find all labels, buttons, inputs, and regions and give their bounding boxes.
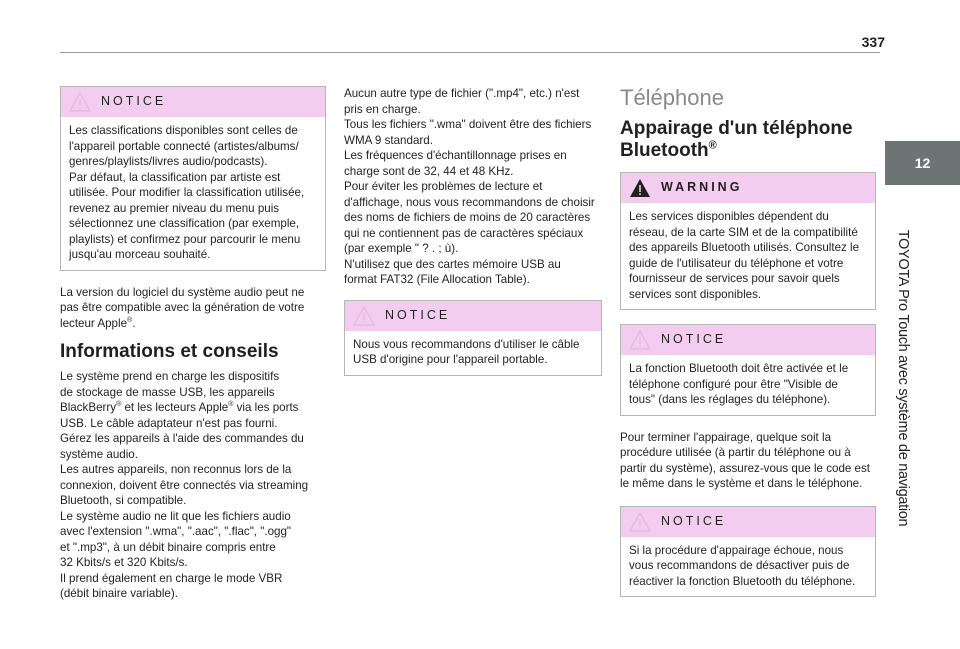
notice-body: [621, 355, 875, 415]
text-line: Les fréquences d'échantillonnage prises en: [344, 149, 567, 162]
text-line: La version du logiciel du système audio peut ne: [60, 285, 305, 299]
notice-body: [621, 537, 875, 597]
caution-triangle-outline-icon: [353, 306, 375, 326]
text-line: services sont disponibles.: [629, 287, 762, 301]
text-line: vous recommandons de désactiver puis de: [629, 559, 850, 572]
text-line: N'utilisez que des cartes mémoire USB au: [344, 257, 561, 271]
text-line: Il prend également en charge le mode VBR: [60, 571, 283, 585]
notice-title: NOTICE: [101, 94, 167, 109]
text-line: jusqu'au morceau souhaité.: [69, 248, 211, 261]
notice-header: [345, 301, 601, 331]
notice-body: [61, 117, 325, 270]
text-line: 32 Kbits/s et 320 Kbits/s.: [60, 556, 188, 569]
header-rule: [60, 52, 880, 53]
notice-header: [621, 507, 875, 537]
text-line: d'affichage, nous vous recommandons de choisir: [344, 195, 595, 209]
text-line: Par défaut, la classification par artiste est: [69, 170, 281, 184]
subsection-heading: [620, 118, 876, 162]
text-fragment: .: [132, 316, 136, 330]
text-line: pris en charge.: [344, 102, 421, 116]
text-line: Pour terminer l'appairage, quelque soit la: [620, 430, 832, 444]
warning-body: [621, 203, 875, 309]
text-line: playlists) et confirmez pour parcourir le menu: [69, 232, 301, 246]
text-line: des appareils Bluetooth utilisés. Consultez le: [629, 241, 860, 254]
text-line: tous" (dans les réglages du téléphone).: [629, 393, 831, 406]
notice-header: [61, 87, 325, 117]
paragraph-file-types: [344, 86, 602, 288]
text-fragment: BlackBerry: [60, 401, 117, 414]
text-line: [60, 316, 326, 332]
text-line: genres/playlists/livres audio/podcasts).: [69, 155, 268, 168]
text-line: USB d'origine pour l'appareil portable.: [353, 353, 548, 366]
text-line: Le système audio ne lit que les fichiers audio: [60, 509, 291, 523]
caution-triangle-outline-icon: [69, 92, 91, 112]
text-line: (par exemple " ? . ; ù).: [344, 242, 459, 255]
warning-triangle-filled-icon: [629, 178, 651, 198]
text-line: Bluetooth, si compatible.: [60, 494, 187, 507]
text-line: [60, 400, 326, 416]
text-line: Les classifications disponibles sont celles de: [69, 124, 298, 137]
text-line: Aucun autre type de fichier (".mp4", etc.) n'est: [344, 87, 580, 100]
column-left: [60, 86, 326, 612]
text-line: réactiver la fonction Bluetooth du téléphone.: [629, 574, 856, 588]
notice-header: [621, 325, 875, 355]
heading-line: [620, 140, 876, 162]
caution-triangle-outline-icon: [629, 330, 651, 350]
text-line: fournisseur de services pour savoir quels: [629, 272, 840, 285]
text-line: La fonction Bluetooth doit être activée et le: [629, 362, 849, 375]
text-line: (débit binaire variable).: [60, 587, 178, 600]
registered-mark: ®: [116, 401, 122, 409]
text-line: revenez au premier niveau du menu puis: [69, 201, 280, 215]
text-line: Le système prend en charge les dispositifs: [60, 370, 280, 383]
text-line: avec l'extension ".wma", ".aac", ".flac", ".ogg": [60, 525, 292, 538]
column-right: [620, 86, 876, 611]
notice-title: NOTICE: [661, 513, 727, 528]
registered-mark: ®: [228, 401, 234, 409]
registered-mark: ®: [708, 139, 717, 152]
chapter-tab[interactable]: 12: [885, 141, 960, 185]
text-line: utilisée. Pour modifier la classification utilisée,: [69, 186, 305, 199]
warning-header: [621, 173, 875, 203]
text-line: de stockage de masse USB, les appareils: [60, 385, 275, 399]
text-line: procédure utilisée (à partir du téléphone ou à: [620, 446, 851, 459]
section-heading: Informations et conseils: [60, 341, 279, 362]
text-line: Les services disponibles dépendent du: [629, 210, 829, 223]
text-line: Si la procédure d'appairage échoue, nous: [629, 543, 844, 557]
text-line: Les autres appareils, non reconnus lors de la: [60, 463, 292, 476]
text-line: Pour éviter les problèmes de lecture et: [344, 180, 543, 193]
notice-box: [60, 86, 326, 271]
text-line: Gérez les appareils à l'aide des commandes du: [60, 432, 304, 445]
notice-box: [620, 324, 876, 416]
notice-box: [620, 506, 876, 598]
text-line: pas être compatible avec la génération de votre: [60, 301, 305, 314]
text-line: qui ne contiennent pas de caractères spéciaux: [344, 226, 584, 240]
text-line: Tous les fichiers ".wma" doivent être des fichiers: [344, 118, 592, 131]
side-chapter-title-text: TOYOTA Pro Touch avec système de navigation: [895, 229, 911, 527]
heading-line: Appairage d'un téléphone: [620, 118, 853, 139]
column-middle: [344, 86, 602, 390]
paragraph-pairing-code: [620, 430, 876, 492]
text-line: sélectionnez une classification (par exemple,: [69, 217, 300, 230]
text-line: format FAT32 (File Allocation Table).: [344, 273, 530, 286]
text-line: WMA 9 standard.: [344, 133, 433, 147]
page-number: 337: [861, 34, 885, 50]
text-line: et ".mp3", à un débit binaire compris entre: [60, 540, 276, 554]
text-line: système audio.: [60, 447, 138, 461]
notice-body: [345, 331, 601, 375]
text-line: téléphone configuré pour être "Visible de: [629, 377, 838, 391]
paragraph-usb-info: [60, 369, 326, 602]
text-line: Nous vous recommandons d'utiliser le câble: [353, 337, 580, 351]
text-line: guide de l'utilisateur du téléphone et votre: [629, 256, 844, 270]
notice-title: NOTICE: [661, 332, 727, 347]
text-fragment: lecteur Apple: [60, 316, 128, 330]
text-line: des noms de fichiers de moins de 20 caractères: [344, 211, 591, 224]
section-title: Téléphone: [620, 85, 724, 110]
warning-box: [620, 172, 876, 310]
warning-title: WARNING: [661, 180, 743, 195]
text-line: le même dans le système et dans le téléphone.: [620, 477, 863, 490]
text-line: réseau, de la carte SIM et de la compatibilité: [629, 225, 858, 239]
registered-mark: ®: [127, 316, 133, 324]
text-line: partir du système), assurez-vous que le code est: [620, 461, 871, 475]
text-fragment: via les ports: [233, 401, 299, 414]
text-line: l'appareil portable connecté (artistes/albums/: [69, 139, 299, 153]
side-chapter-title: [895, 200, 911, 556]
text-line: USB. Le câble adaptateur n'est pas fourni.: [60, 416, 278, 430]
text-fragment: et les lecteurs Apple: [121, 401, 229, 414]
heading-fragment: Bluetooth: [620, 140, 709, 161]
notice-box: [344, 300, 602, 376]
text-line: charge sont de 32, 44 et 48 KHz.: [344, 164, 514, 178]
text-line: connexion, doivent être connectés via streaming: [60, 478, 309, 492]
notice-title: NOTICE: [385, 307, 451, 322]
paragraph-apple-version: [60, 285, 326, 332]
caution-triangle-outline-icon: [629, 512, 651, 532]
